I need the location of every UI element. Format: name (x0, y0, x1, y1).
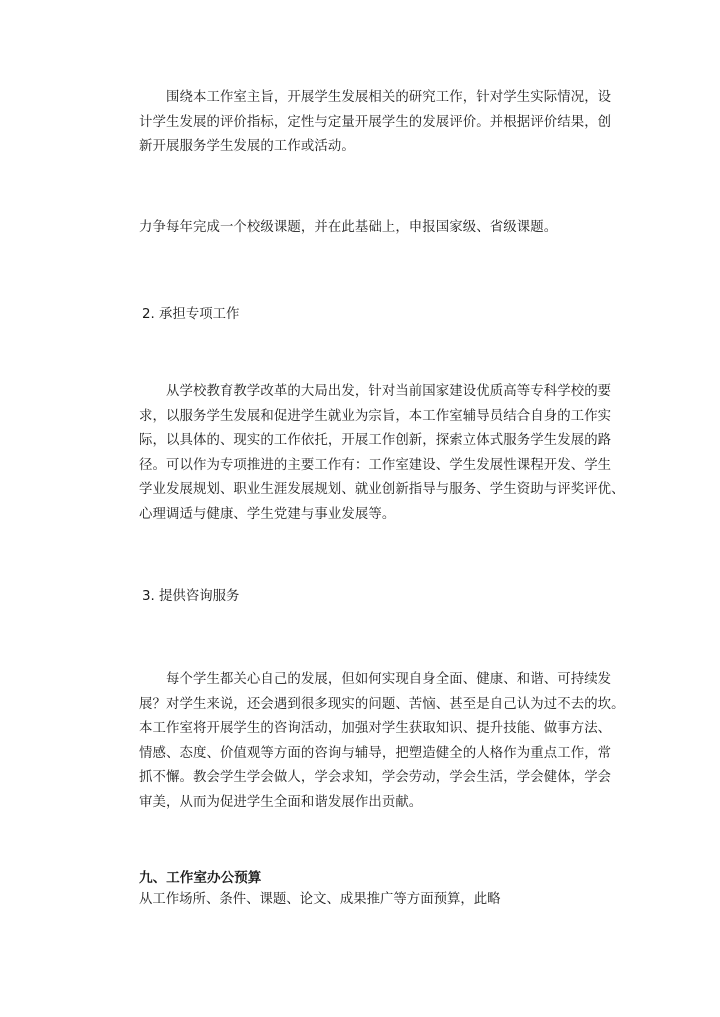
paragraph-line: 径。可以作为专项推进的主要工作有：工作室建设、学生发展性课程开发、学生 (139, 457, 612, 473)
paragraph-research-goal (139, 216, 619, 241)
paragraph-consulting-service (139, 668, 625, 815)
heading-consulting-service: 3. 提供咨询服务 (142, 589, 240, 604)
section-title-budget: 九、工作室办公预算 (139, 870, 262, 886)
paragraph-line: 每个学生都关心自己的发展，但如何实现自身全面、健康、和谐、可持续发 (139, 672, 612, 687)
paragraph-line: 本工作室将开展学生的咨询活动，加强对学生获取知识、提升技能、做事方法、 (139, 721, 612, 736)
heading-special-work: 2. 承担专项工作 (142, 307, 240, 322)
paragraph-line: 新开展服务学生发展的工作或活动。 (139, 139, 355, 154)
paragraph-line: 围绕本工作室主旨，开展学生发展相关的研究工作，针对学生实际情况，设 (139, 90, 612, 105)
paragraph-line: 心理调适与健康、学生党建与事业发展等。 (139, 506, 396, 522)
paragraph-line: 审美，从而为促进学生全面和谐发展作出贡献。 (139, 794, 423, 810)
paragraph-line: 计学生发展的评价指标，定性与定量开展学生的发展评价。并根据评价结果，创 (139, 114, 612, 130)
paragraph-line: 力争每年完成一个校级课题，并在此基础上，申报国家级、省级课题。 (139, 220, 558, 235)
paragraph-line: 情感、态度、价值观等方面的咨询与辅导，把塑造健全的人格作为重点工作，常 (139, 745, 612, 761)
paragraph-line: 抓不懈。教会学生学会做人，学会求知，学会劳动，学会生活，学会健体，学会 (139, 770, 612, 785)
paragraph-line: 从学校教育教学改革的大局出发，针对当前国家建设优质高等专科学校的要 (139, 384, 612, 399)
section-body-budget: 从工作场所、条件、课题、论文、成果推广等方面预算，此略 (139, 892, 501, 907)
paragraph-line: 际，以具体的、现实的工作依托，开展工作创新，探索立体式服务学生发展的路 (139, 433, 612, 448)
paragraph-special-work (139, 380, 625, 527)
paragraph-research-work (139, 86, 619, 160)
paragraph-line: 学业发展规划、职业生涯发展规划、就业创新指导与服务、学生资助与评奖评优、 (139, 482, 625, 497)
paragraph-line: 求，以服务学生发展和促进学生就业为宗旨，本工作室辅导员结合自身的工作实 (139, 408, 612, 424)
paragraph-line: 展？对学生来说，还会遇到很多现实的问题、苦恼、甚至是自己认为过不去的坎。 (139, 696, 625, 712)
